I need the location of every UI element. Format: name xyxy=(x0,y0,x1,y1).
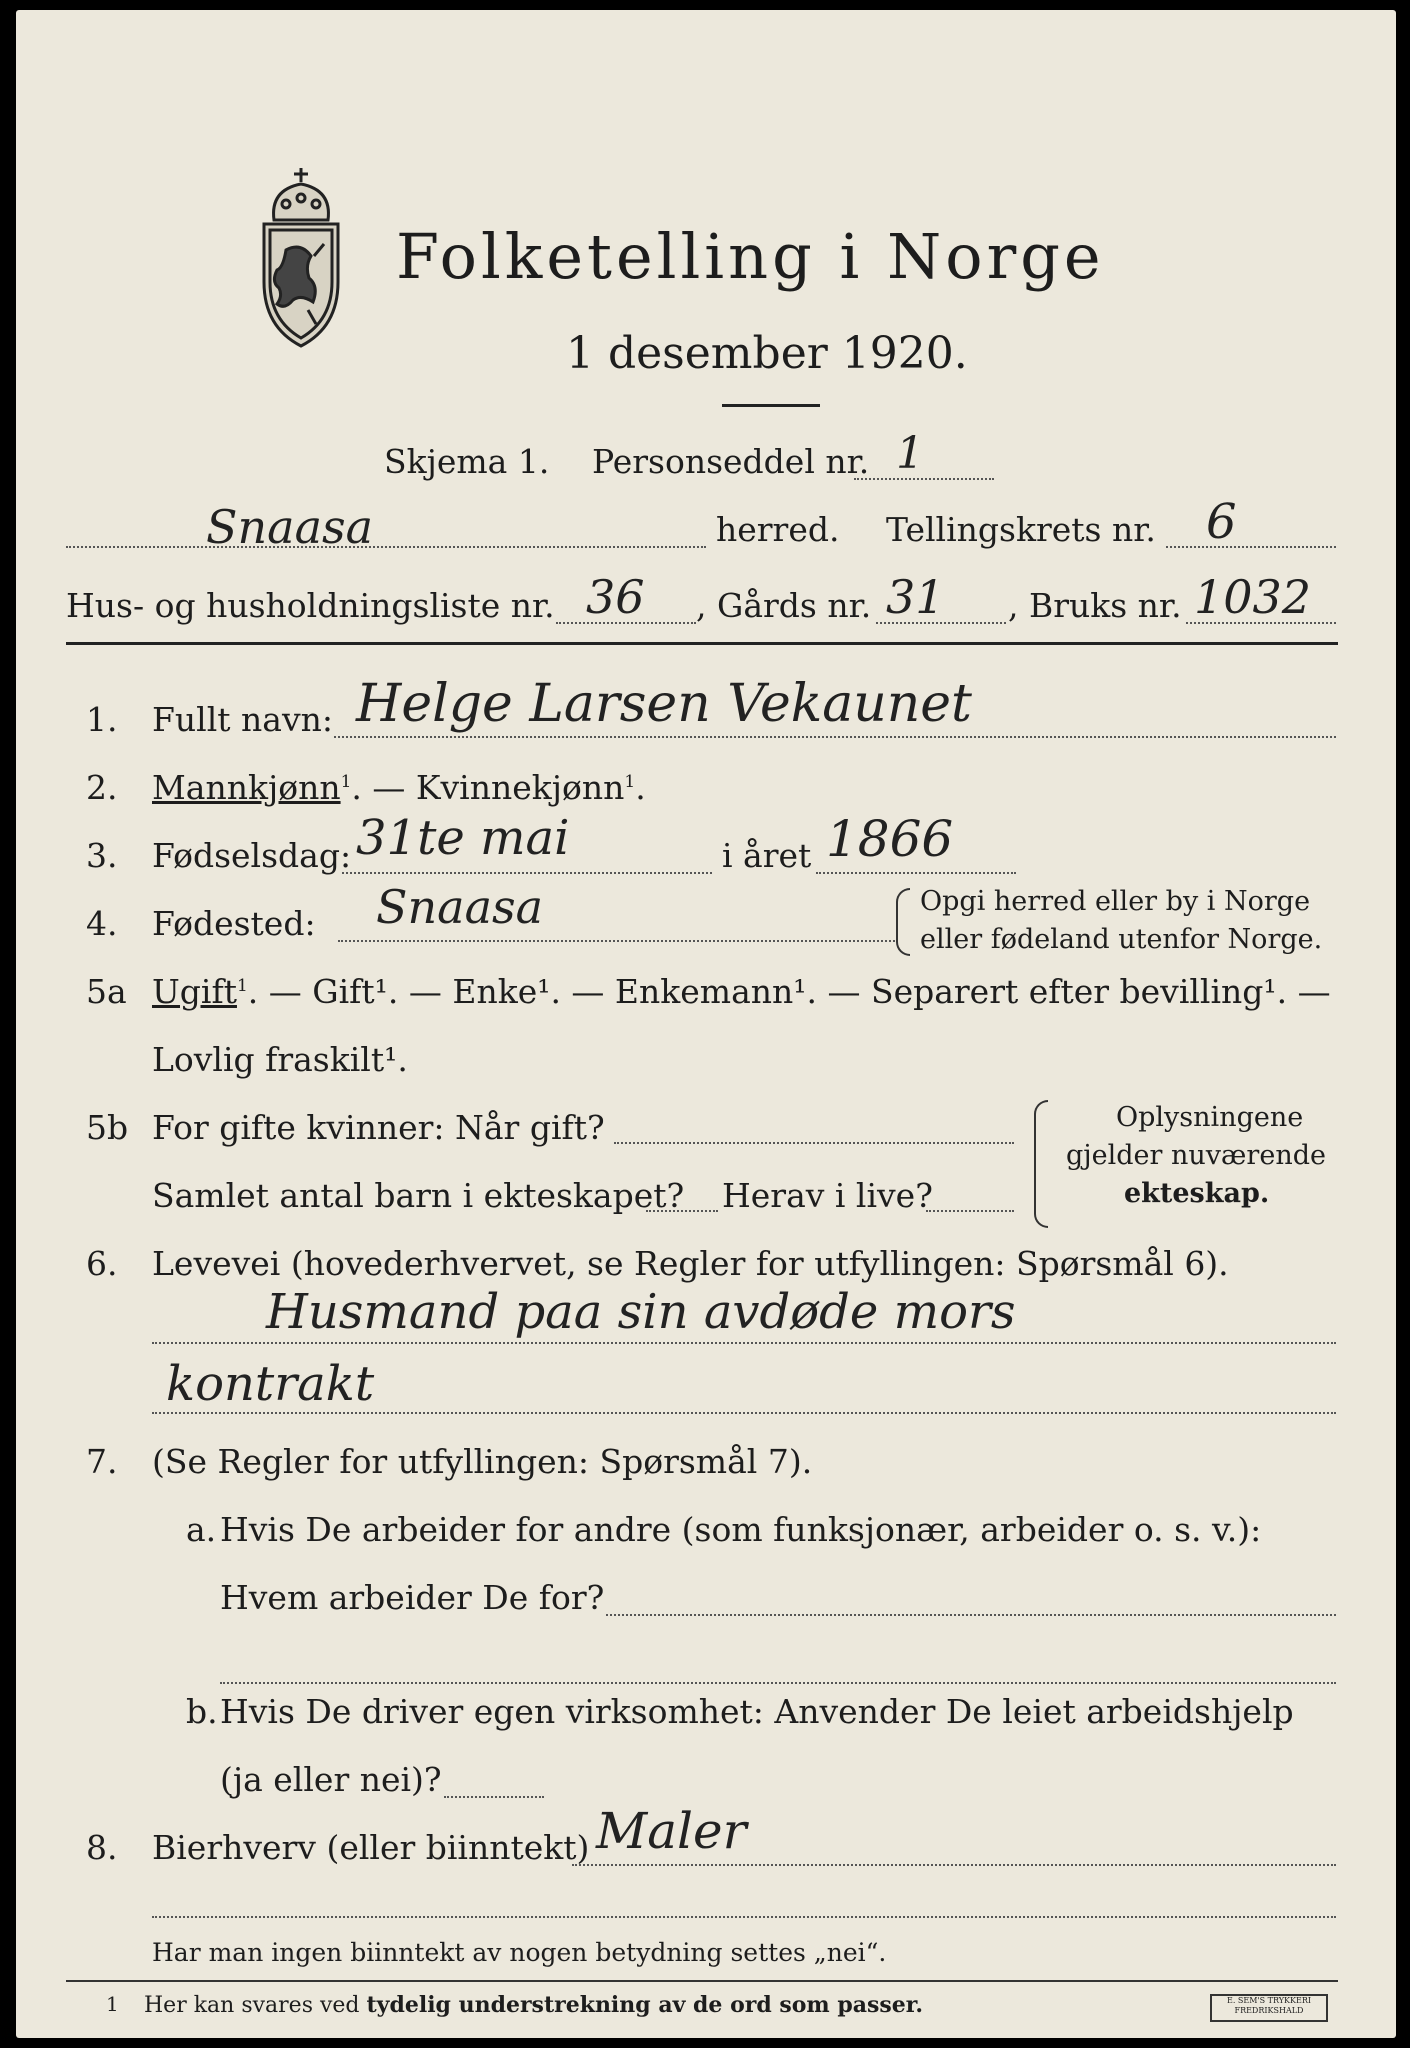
census-date: 1 desember 1920. xyxy=(566,328,968,379)
q5b-children-line xyxy=(646,1210,718,1212)
q6-occupation-line2: kontrakt xyxy=(166,1356,375,1412)
gards-label: , Gårds nr. xyxy=(696,586,872,625)
footnote-text-a: Her kan svares ved xyxy=(144,1993,367,2018)
q5b-number: 5b xyxy=(86,1108,129,1147)
personseddel-value: 1 xyxy=(896,428,924,479)
footer-rule xyxy=(66,1980,1338,1982)
q5a-rest: . — Gift¹. — Enke¹. — Enkemann¹. — Separert efter bevilling¹. — xyxy=(247,972,1331,1011)
tellingskrets-line xyxy=(1166,546,1336,548)
q5a-number: 5a xyxy=(86,972,127,1011)
q2-number: 2. xyxy=(86,768,118,807)
q3-year-line xyxy=(816,872,1016,874)
q5b-note-line2: gjelder nuværende xyxy=(1066,1140,1326,1171)
q8-line xyxy=(572,1864,1336,1866)
q5b-when-married-label: For gifte kvinner: Når gift? xyxy=(152,1108,605,1147)
q8-number: 8. xyxy=(86,1828,118,1867)
printer-stamp: E. SEM'S TRYKKERI FREDRIKSHALD xyxy=(1210,1994,1328,2022)
footer-note: Har man ingen biinntekt av nogen betydning settes „nei“. xyxy=(152,1938,887,1967)
herred-value: Snaasa xyxy=(206,500,374,554)
hus-value: 36 xyxy=(586,570,645,624)
header-rule xyxy=(66,642,1338,645)
q8-side-income: Maler xyxy=(596,1802,747,1860)
herred-line xyxy=(66,546,706,548)
q6-number: 6. xyxy=(86,1244,118,1283)
q5b-when-married-line xyxy=(614,1142,1014,1144)
tellingskrets-label: Tellingskrets nr. xyxy=(886,510,1156,549)
bruks-value: 1032 xyxy=(1194,570,1312,624)
q4-brace xyxy=(896,888,910,956)
q8-label: Bierhverv (eller biinntekt) xyxy=(152,1828,590,1867)
q3-line xyxy=(342,872,712,874)
q1-label: Fullt navn: xyxy=(152,700,333,739)
q1-full-name: Helge Larsen Vekaunet xyxy=(356,674,972,734)
q6-label: Levevei (hovederhvervet, se Regler for utfyllingen: Spørsmål 6). xyxy=(152,1244,1229,1283)
gards-value: 31 xyxy=(886,570,945,624)
q7b-label-line1: Hvis De driver egen virksomhet: Anvender De leiet arbeidshjelp xyxy=(220,1692,1294,1731)
bruks-label: , Bruks nr. xyxy=(1008,586,1182,625)
q5b-note-line1: Oplysningene xyxy=(1116,1102,1304,1133)
tellingskrets-value: 6 xyxy=(1206,494,1237,550)
q5b-children-label: Samlet antal barn i ekteskapet? xyxy=(152,1176,685,1215)
q7a-line2 xyxy=(220,1682,1336,1684)
q5b-brace xyxy=(1034,1100,1048,1228)
q5a-line2: Lovlig fraskilt¹. xyxy=(152,1040,408,1079)
q6-occupation-line1: Husmand paa sin avdøde mors xyxy=(266,1284,1016,1340)
q5b-alive-line xyxy=(926,1210,1014,1212)
personseddel-label: Personseddel nr. xyxy=(592,442,870,481)
q7a-line1 xyxy=(606,1614,1336,1616)
q4-birthplace: Snaasa xyxy=(376,880,544,934)
q4-line xyxy=(338,940,898,942)
q2-end: . xyxy=(635,768,646,807)
q2-options: Mannkjønn$^1$. — Kvinnekjønn$^1$. xyxy=(152,768,646,807)
personseddel-line xyxy=(854,478,994,480)
q3-label: Fødselsdag: xyxy=(152,836,352,875)
q5a-ugift: Ugift xyxy=(152,972,237,1011)
q5b-alive-label: Herav i live? xyxy=(722,1176,933,1215)
q5b-note-line3: ekteskap. xyxy=(1124,1178,1270,1209)
q3-year: 1866 xyxy=(826,810,954,868)
skjema-label: Skjema 1. xyxy=(384,442,550,481)
q5a-options: Ugift$^1$. — Gift¹. — Enke¹. — Enkemann¹. — Separert efter bevilling¹. — xyxy=(152,972,1331,1011)
herred-label: herred. xyxy=(716,510,840,549)
coat-of-arms-icon xyxy=(236,160,366,360)
q7a-label-line1: Hvis De arbeider for andre (som funksjonær, arbeider o. s. v.): xyxy=(220,1510,1262,1549)
q8-line2 xyxy=(152,1916,1336,1918)
q7-number: 7. xyxy=(86,1442,118,1481)
q6-line1 xyxy=(152,1342,1336,1344)
q4-note-line2: eller fødeland utenfor Norge. xyxy=(920,924,1323,955)
q1-number: 1. xyxy=(86,700,118,739)
q7a-label-line2: Hvem arbeider De for? xyxy=(220,1578,605,1617)
q7b-line xyxy=(444,1796,544,1798)
q6-line2 xyxy=(152,1412,1336,1414)
census-form-sheet xyxy=(16,10,1396,2038)
q2-separator: . — xyxy=(351,768,416,807)
footnote-text-b: tydelig understrekning av de ord som passer. xyxy=(366,1992,924,2018)
q4-label: Fødested: xyxy=(152,904,316,943)
title-rule xyxy=(722,404,820,407)
q2-kvinnekjonn: Kvinnekjønn xyxy=(415,768,625,807)
q3-birthday: 31te mai xyxy=(356,810,570,866)
q1-line xyxy=(334,736,1336,738)
footnote-text xyxy=(144,1992,923,2018)
hus-label: Hus- og husholdningsliste nr. xyxy=(66,586,555,625)
footnote-number: 1 xyxy=(106,1992,119,2016)
q7b-label-line2: (ja eller nei)? xyxy=(220,1760,442,1799)
q7-label: (Se Regler for utfyllingen: Spørsmål 7). xyxy=(152,1442,813,1481)
q3-number: 3. xyxy=(86,836,118,875)
q7b-number: b. xyxy=(186,1692,218,1731)
form-title: Folketelling i Norge xyxy=(396,220,1105,293)
q2-mannkjonn: Mannkjønn xyxy=(152,768,341,807)
q7a-number: a. xyxy=(186,1510,217,1549)
q4-note-line1: Opgi herred eller by i Norge xyxy=(920,886,1311,917)
q4-number: 4. xyxy=(86,904,118,943)
q3-year-label: i året xyxy=(722,836,812,875)
